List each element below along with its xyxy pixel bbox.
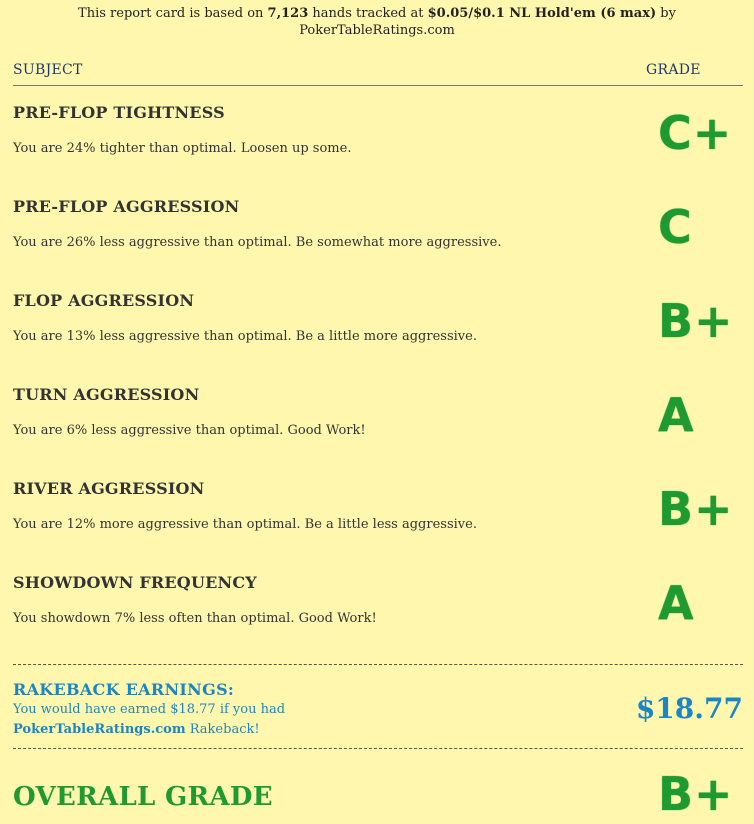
subject-grade: A: [658, 576, 695, 630]
grade-row-showdown-frequency: [0, 573, 754, 667]
subject-title: RIVER AGGRESSION: [13, 479, 205, 498]
subject-title: PRE-FLOP AGGRESSION: [13, 197, 240, 216]
header-divider: [13, 85, 743, 86]
overall-grade-value: B+: [658, 767, 734, 821]
subject-description: You are 12% more aggressive than optimal. Be a little less aggressive.: [13, 517, 477, 532]
intro-prefix: This report card is based on: [78, 6, 268, 21]
rakeback-site-link[interactable]: PokerTableRatings.com: [13, 722, 186, 737]
rakeback-divider-top: [13, 664, 743, 665]
rakeback-link-line: [13, 722, 260, 737]
subject-title: PRE-FLOP TIGHTNESS: [13, 103, 225, 122]
subject-description: You showdown 7% less often than optimal. Good Work!: [13, 611, 377, 626]
rakeback-text: You would have earned $18.77 if you had: [13, 702, 286, 717]
subject-grade: B+: [658, 482, 734, 536]
grade-row-preflop-tightness: [0, 103, 754, 197]
subject-grade: C+: [658, 106, 733, 160]
rakeback-title: RAKEBACK EARNINGS:: [13, 680, 235, 699]
rakeback-suffix: Rakeback!: [185, 722, 260, 737]
subject-description: You are 13% less aggressive than optimal. Be a little more aggressive.: [13, 329, 477, 344]
subject-header: SUBJECT: [13, 62, 83, 78]
report-intro: [0, 5, 754, 39]
overall-grade-title: OVERALL GRADE: [13, 782, 273, 812]
intro-hands: 7,123: [267, 6, 309, 21]
grade-row-flop-aggression: [0, 291, 754, 385]
grade-row-river-aggression: [0, 479, 754, 573]
subject-grade: B+: [658, 294, 734, 348]
subject-description: You are 26% less aggressive than optimal. Be somewhat more aggressive.: [13, 235, 502, 250]
grade-row-preflop-aggression: [0, 197, 754, 291]
subject-description: You are 6% less aggressive than optimal. Good Work!: [13, 423, 366, 438]
subject-grade: A: [658, 388, 695, 442]
intro-mid: hands tracked at: [308, 6, 428, 21]
subject-grade: C: [658, 200, 693, 254]
subject-description: You are 24% tighter than optimal. Loosen up some.: [13, 141, 352, 156]
intro-suffix: by: [656, 6, 676, 21]
grade-header: GRADE: [646, 62, 701, 78]
subject-title: FLOP AGGRESSION: [13, 291, 195, 310]
grade-row-turn-aggression: [0, 385, 754, 479]
intro-site: PokerTableRatings.com: [299, 23, 455, 38]
intro-game: $0.05/$0.1 NL Hold'em (6 max): [427, 6, 657, 21]
subject-title: SHOWDOWN FREQUENCY: [13, 573, 257, 592]
rakeback-value: $18.77: [635, 692, 743, 725]
subject-title: TURN AGGRESSION: [13, 385, 200, 404]
overall-divider: [13, 748, 743, 749]
